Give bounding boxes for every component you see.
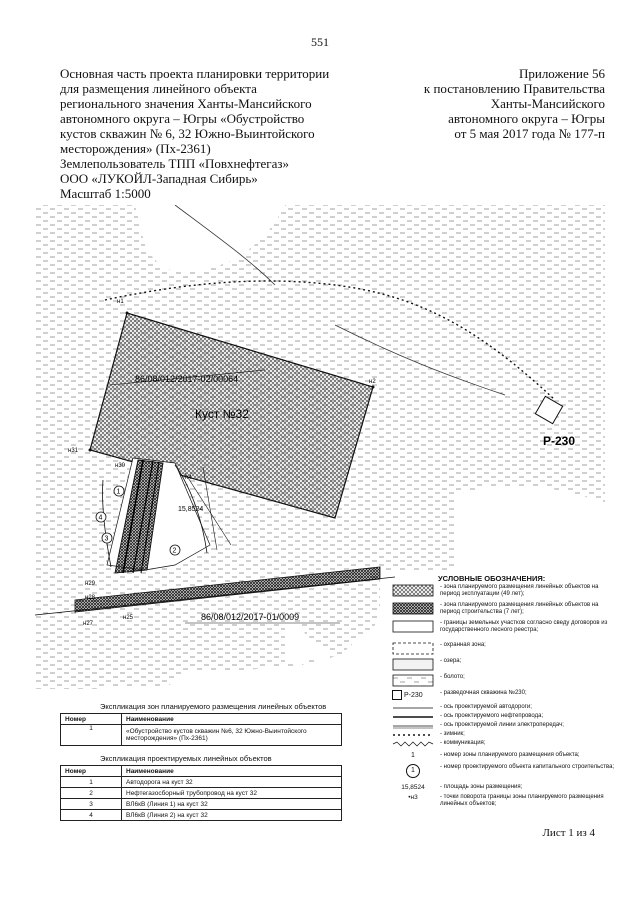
table-row: 4 ВЛ6кВ (Линия 2) на куст 32	[61, 810, 342, 821]
legend-title: УСЛОВНЫЕ ОБОЗНАЧЕНИЯ:	[438, 574, 546, 583]
sheet-number: Лист 1 из 4	[542, 827, 595, 839]
table-row: 2 Нефтегазосборный трубопровод на куст 32	[61, 788, 342, 799]
appendix-line: Приложение 56	[518, 66, 605, 81]
table-row: 1 Автодорога на куст 32	[61, 777, 342, 788]
title-line: для размещения линейного объекта	[60, 81, 257, 96]
turning-point: н30	[115, 463, 125, 469]
table-header-row: Номер Наименование	[61, 766, 342, 777]
turning-point: н28	[85, 595, 95, 601]
zones-table	[60, 713, 342, 746]
object-number: 2	[172, 547, 177, 555]
turning-point: н4	[185, 475, 192, 481]
title-line: автономного округа – Югры «Обустройство	[60, 111, 305, 126]
turning-point: н31	[68, 448, 78, 454]
appendix-block	[345, 66, 605, 141]
table1-caption: Экспликация зон планируемого размещения линейных объектов	[100, 702, 327, 711]
title-line: Основная часть проекта планировки территории	[60, 66, 330, 81]
table2-caption: Экспликация проектируемых линейных объектов	[100, 754, 272, 763]
title-line: ООО «ЛУКОЙЛ-Западная Сибирь»	[60, 171, 258, 186]
parcel-number: 86/08/012/2017-01/0009	[201, 612, 300, 622]
appendix-line: от 5 мая 2017 года № 177-п	[454, 126, 605, 141]
page-number: 551	[311, 35, 329, 49]
pad-label: Куст №32	[195, 407, 249, 421]
title-line: Масштаб 1:5000	[60, 186, 151, 201]
title-line: регионального значения Ханты-Мансийского	[60, 96, 312, 111]
title-line: Землепользователь ТПП «Повхнефтегаз»	[60, 156, 290, 171]
turning-point: н27	[83, 621, 93, 627]
turning-point: н29	[85, 581, 95, 587]
title-line: месторождения» (Пх-2361)	[60, 141, 211, 156]
turning-point: н25	[123, 615, 133, 621]
object-number: 1	[116, 488, 121, 496]
object-number: 4	[98, 514, 103, 522]
well-label: Р-230	[543, 434, 576, 448]
table-row: 3 ВЛ6кВ (Линия 1) на куст 32	[61, 799, 342, 810]
title-block	[60, 66, 360, 201]
table-header-row: Номер Наименование	[61, 714, 342, 725]
turning-point: н2	[369, 379, 376, 385]
object-number: 3	[104, 535, 109, 543]
objects-table	[60, 765, 342, 821]
turning-point: н1	[117, 299, 124, 305]
appendix-line: Ханты-Мансийского	[490, 96, 605, 111]
appendix-line: к постановлению Правительства	[423, 81, 605, 96]
title-line: кустов скважин № 6, 32 Южно-Выинтойского	[60, 126, 315, 141]
appendix-line: автономного округа – Югры	[448, 111, 605, 126]
dry-land-east	[455, 486, 605, 570]
area-label: 15,8524	[178, 506, 204, 513]
parcel-number: 86/08/012/2017-02/00064	[135, 374, 239, 384]
table-row: 1 «Обустройство кустов скважин №6, 32 Южно-Выинтойского месторождения» (Пх-2361)	[61, 725, 342, 746]
